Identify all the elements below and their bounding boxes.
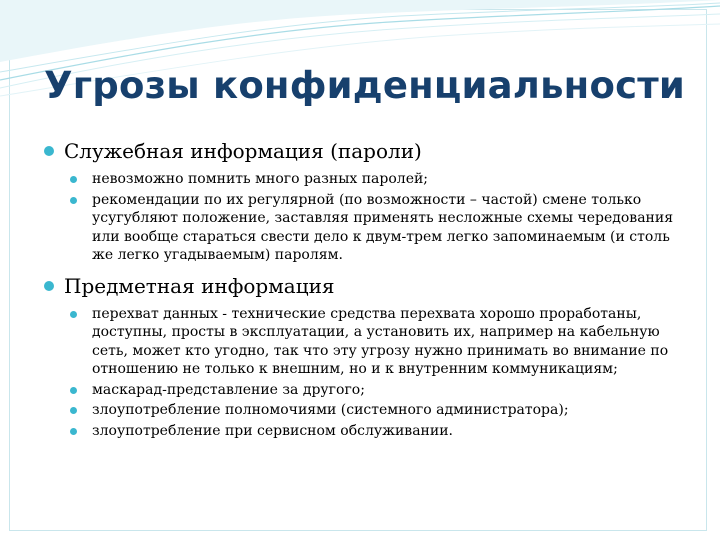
list-item (66, 170, 684, 189)
section-heading-text: Предметная информация (64, 273, 335, 298)
list-item-text: злоупотребление при сервисном обслуживании. (92, 422, 453, 439)
slide-title: Угрозы конфиденциальности (44, 64, 685, 107)
list-item (66, 191, 684, 265)
list-item (66, 422, 684, 441)
section-heading-text: Служебная информация (пароли) (64, 139, 422, 163)
bullet-icon (44, 146, 54, 156)
bullet-icon (70, 311, 77, 318)
list-item-text: невозможно помнить много разных паролей; (92, 171, 429, 187)
list-item-text: рекомендации по их регулярной (по возможности – частой) смене только усугубляют положение, заставляя применять несложные схемы чередования или вообще стараться свести дело к двум-трем легко запоминаемым (и столь же легко угадываемым) паролям. (92, 191, 674, 263)
list-item-text: маскарад-представление за другого; (92, 381, 365, 398)
bullet-icon (70, 428, 77, 435)
list-item (66, 401, 684, 420)
section-items-passwords (44, 170, 684, 265)
list-item-text: злоупотребление полномочиями (системного администратора); (92, 402, 569, 418)
list-item (66, 381, 684, 400)
list-item-text: перехват данных - технические средства перехвата хорошо проработаны, доступны, просты в эксплуатации, а установить их, например на кабельную сеть, может кто угодно, так что эту угрозу нужно принимать во внимание по отношению не только к внешним, но и к внутренним коммуникациям; (92, 305, 669, 377)
section-heading-subject (44, 273, 684, 299)
section-items-subject (44, 305, 684, 441)
bullet-icon (70, 176, 77, 183)
list-item (66, 305, 684, 379)
slide-content (44, 138, 684, 448)
section-heading-passwords (44, 138, 684, 164)
bullet-icon (44, 281, 54, 291)
bullet-icon (70, 407, 77, 414)
bullet-icon (70, 197, 77, 204)
bullet-icon (70, 387, 77, 394)
